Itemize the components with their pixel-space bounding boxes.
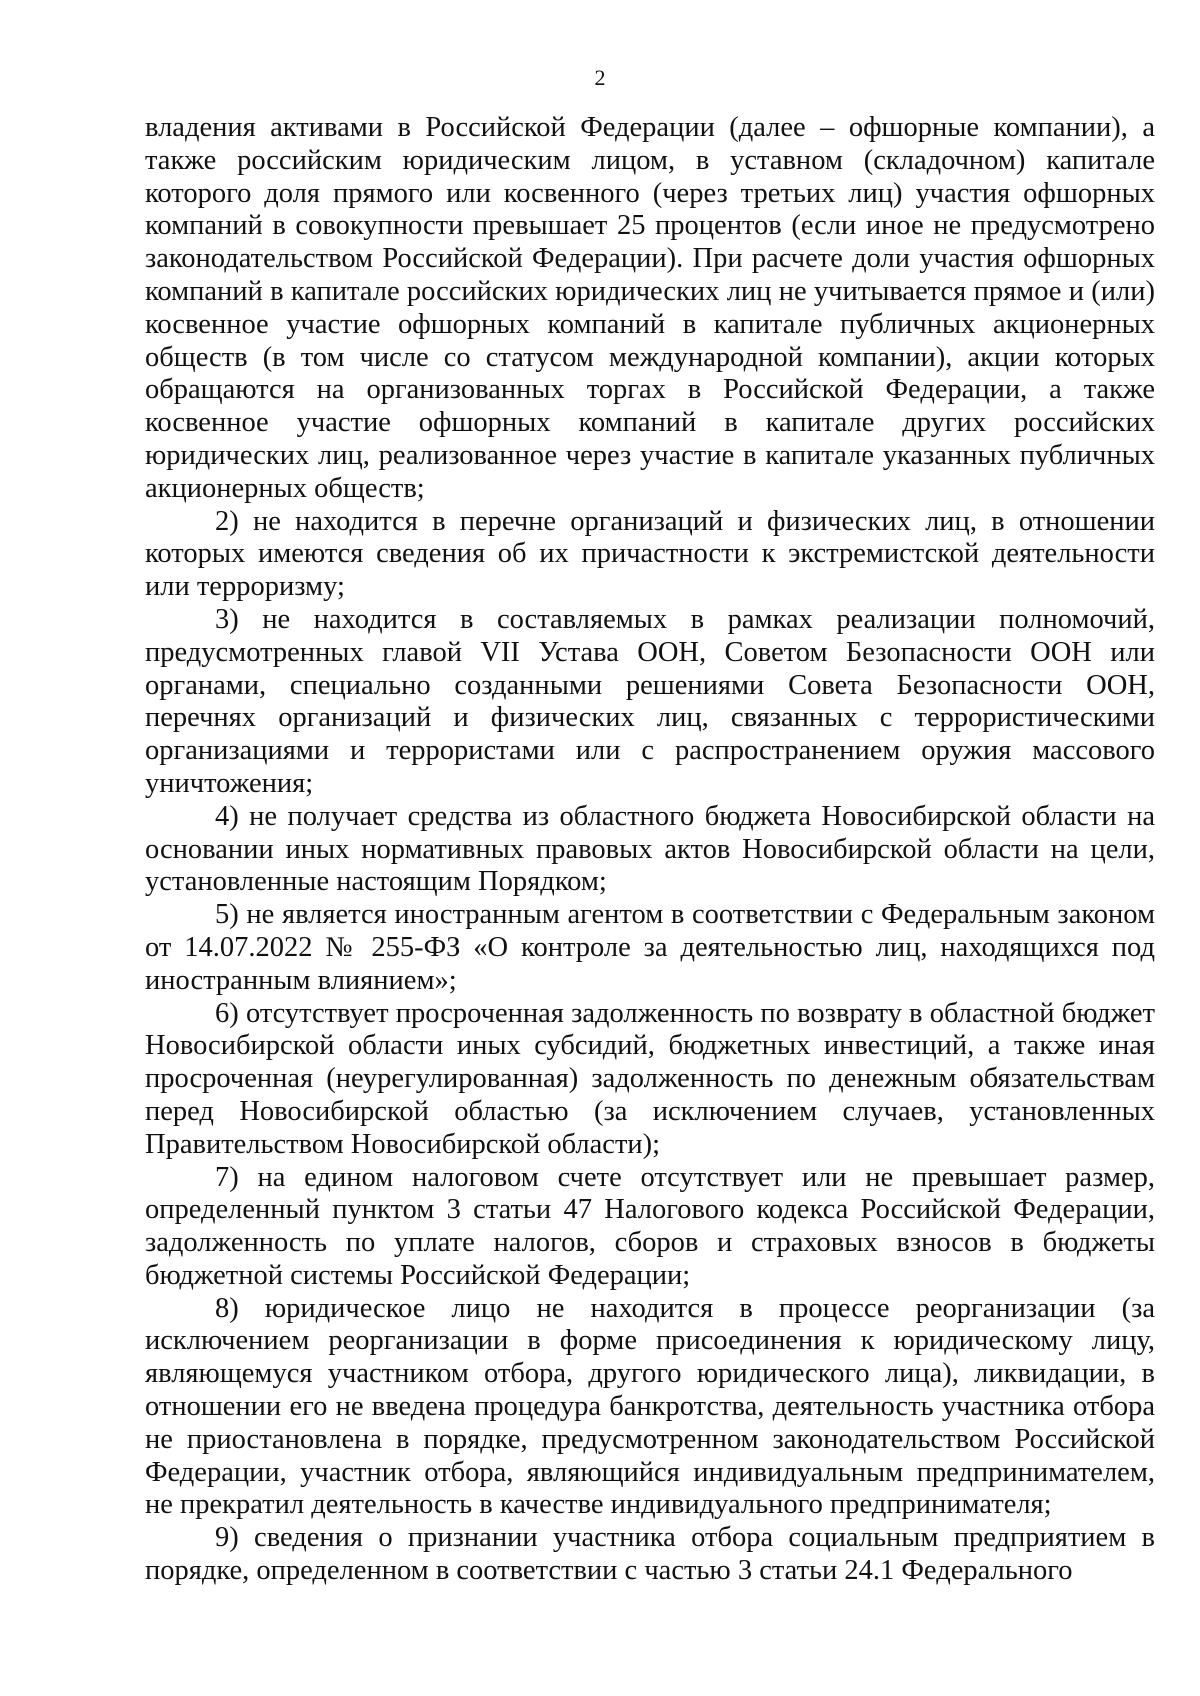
page-number: 2 (594, 65, 606, 90)
paragraph-item-4: 4) не получает средства из областного бюджета Новосибирской области на основании иных нормативных правовых актов Новосибирской области на цели, установленные настоящим Порядком; (145, 800, 1155, 898)
paragraph-item-8: 8) юридическое лицо не находится в процессе реорганизации (за исключением реорганизации в форме присоединения к юридическому лицу, являющемуся участником отбора, другого юридического лица), ликвидации, в отношении его не введена процедура банкротства, деятельность участника отбора не приостановлена в порядке, предусмотренном законодательством Российской Федерации, участник отбора, являющийся индивидуальным предпринимателем, не прекратил деятельность в качестве индивидуального предпринимателя; (145, 1292, 1155, 1521)
paragraph-item-2: 2) не находится в перечне организаций и физических лиц, в отношении которых имеются сведения об их причастности к экстремистской деятельности или терроризму; (145, 505, 1155, 603)
paragraph-item-6: 6) отсутствует просроченная задолженность по возврату в областной бюджет Новосибирской области иных субсидий, бюджетных инвестиций, а также иная просроченная (неурегулированная) задолженность по денежным обязательствам перед Новосибирской областью (за исключением случаев, установленных Правительством Новосибирской области); (145, 997, 1155, 1160)
document-body (145, 112, 1155, 1588)
paragraph-item-5: 5) не является иностранным агентом в соответствии с Федеральным законом от 14.07.2022 № 255-ФЗ «О контроле за деятельностью лиц, находящихся под иностранным влиянием»; (145, 899, 1155, 996)
paragraph-1-continuation: владения активами в Российской Федерации (далее – офшорные компании), а также российским юридическим лицом, в уставном (складочном) капитале которого доля прямого или косвенного (через третьих лиц) участия офшорных компаний в совокупности превышает 25 процентов (если иное не предусмотрено законодательством Российской Федерации). При расчете доли участия офшорных компаний в капитале российских юридических лиц не учитывается прямое и (или) косвенное участие офшорных компаний в капитале публичных акционерных обществ (в том числе со статусом международной компании), акции которых обращаются на организованных торгах в Российской Федерации, а также косвенное участие офшорных компаний в капитале других российских юридических лиц, реализованное через участие в капитале указанных публичных акционерных обществ; (145, 112, 1155, 504)
paragraph-item-7: 7) на едином налоговом счете отсутствует или не превышает размер, определенный пунктом 3 статьи 47 Налогового кодекса Российской Федерации, задолженность по уплате налогов, сборов и страховых взносов в бюджеты бюджетной системы Российской Федерации; (145, 1161, 1155, 1291)
paragraph-item-3: 3) не находится в составляемых в рамках реализации полномочий, предусмотренных главой VII Устава ООН, Советом Безопасности ООН или органами, специально созданными решениями Совета Безопасности ООН, перечнях организаций и физических лиц, связанных с террористическими организациями и террористами или с распространением оружия массового уничтожения; (145, 603, 1155, 799)
paragraph-item-9: 9) сведения о признании участника отбора социальным предприятием в порядке, определенном в соответствии с частью 3 статьи 24.1 Федерального (145, 1522, 1155, 1587)
